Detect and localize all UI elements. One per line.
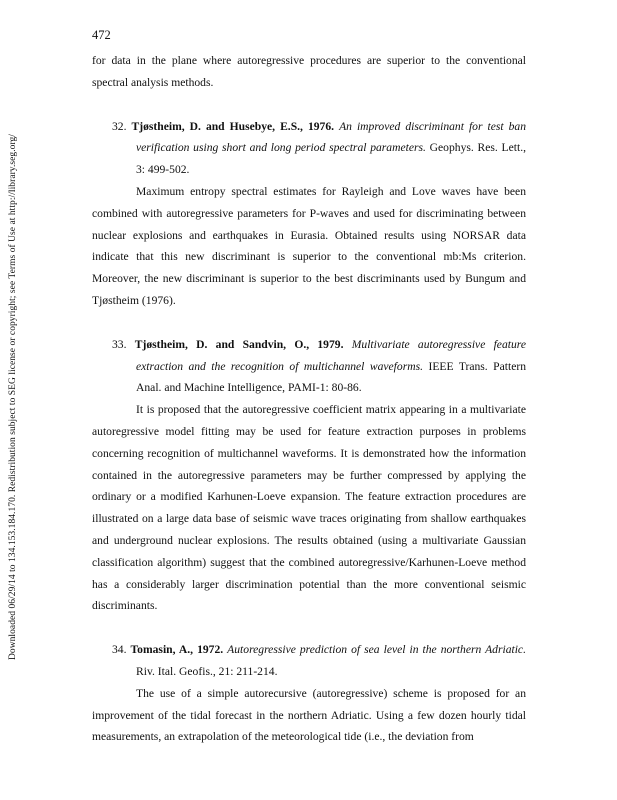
reference-heading (92, 334, 526, 399)
reference-heading (92, 116, 526, 181)
reference-source: Riv. Ital. Geofis., 21: 211-214. (136, 664, 278, 678)
reference-title: Multivariate autoregressive feature extraction and the recognition of multichannel waveforms. (136, 337, 526, 373)
page-body (92, 50, 526, 748)
page-number: 472 (92, 28, 111, 42)
reference-abstract: The use of a simple autorecursive (autoregressive) scheme is proposed for an improvement of the tidal forecast in the northern Adriatic. Using a few dozen hourly tidal measurements, an extrapolation of the meteorological tide (i.e., the deviation from (92, 686, 526, 744)
reference-entry-33 (92, 334, 526, 617)
download-notice: Downloaded 06/29/14 to 134.153.184.170. Redistribution subject to SEG license or copyright; see Terms of Use at http://library.seg.org/ (8, 134, 18, 660)
reference-title: Autoregressive prediction of sea level in the northern Adriatic. (227, 643, 526, 657)
reference-source: Geophys. Res. Lett., 3: 499-502. (136, 141, 527, 177)
reference-abstract: It is proposed that the autoregressive coefficient matrix appearing in a multivariate autoregressive model fitting may be used for feature extraction purposes in problems concerning recognition of multichannel waveforms. It is demonstrated how the information contained in the autoregressive parameters may be further compressed by applying the ordinary or a modified Karhunen-Loeve expansion. The feature extraction procedures are illustrated on a large data base of seismic wave traces originating from shallow earthquakes and underground nuclear explosions. The results obtained (using a multivariate Gaussian classification algorithm) suggest that the combined autoregressive/Karhunen-Loeve method has a considerably larger discrimination potential than the more conventional seismic discriminants. (92, 403, 526, 613)
reference-authors: Tjøstheim, D. and Sandvin, O., 1979. (134, 337, 344, 351)
reference-title: An improved discriminant for test ban verification using short and long period spectral parameters. (136, 119, 526, 155)
reference-entry-32 (92, 116, 526, 312)
reference-entry-34 (92, 639, 526, 748)
reference-abstract: Maximum entropy spectral estimates for Rayleigh and Love waves have been combined with autoregressive parameters for P-waves and used for discriminating between nuclear explosions and earthquakes in Eurasia. Obtained results using NORSAR data indicate that this new discriminant is superior to the conventional mb:Ms criterion. Moreover, the new discriminant is superior to the best discriminants used by Bungum and Tjøstheim (1976). (92, 184, 526, 307)
reference-number: 32. (112, 119, 127, 133)
reference-source: IEEE Trans. Pattern Anal. and Machine Intelligence, PAMI-1: 80-86. (136, 359, 527, 395)
reference-number: 34. (112, 643, 127, 657)
intro-paragraph: for data in the plane where autoregressive procedures are superior to the conventional spectral analysis methods. (92, 54, 526, 89)
reference-number: 33. (112, 337, 127, 351)
reference-heading (92, 639, 526, 683)
reference-authors: Tjøstheim, D. and Husebye, E.S., 1976. (131, 119, 335, 133)
reference-authors: Tomasin, A., 1972. (130, 643, 224, 657)
